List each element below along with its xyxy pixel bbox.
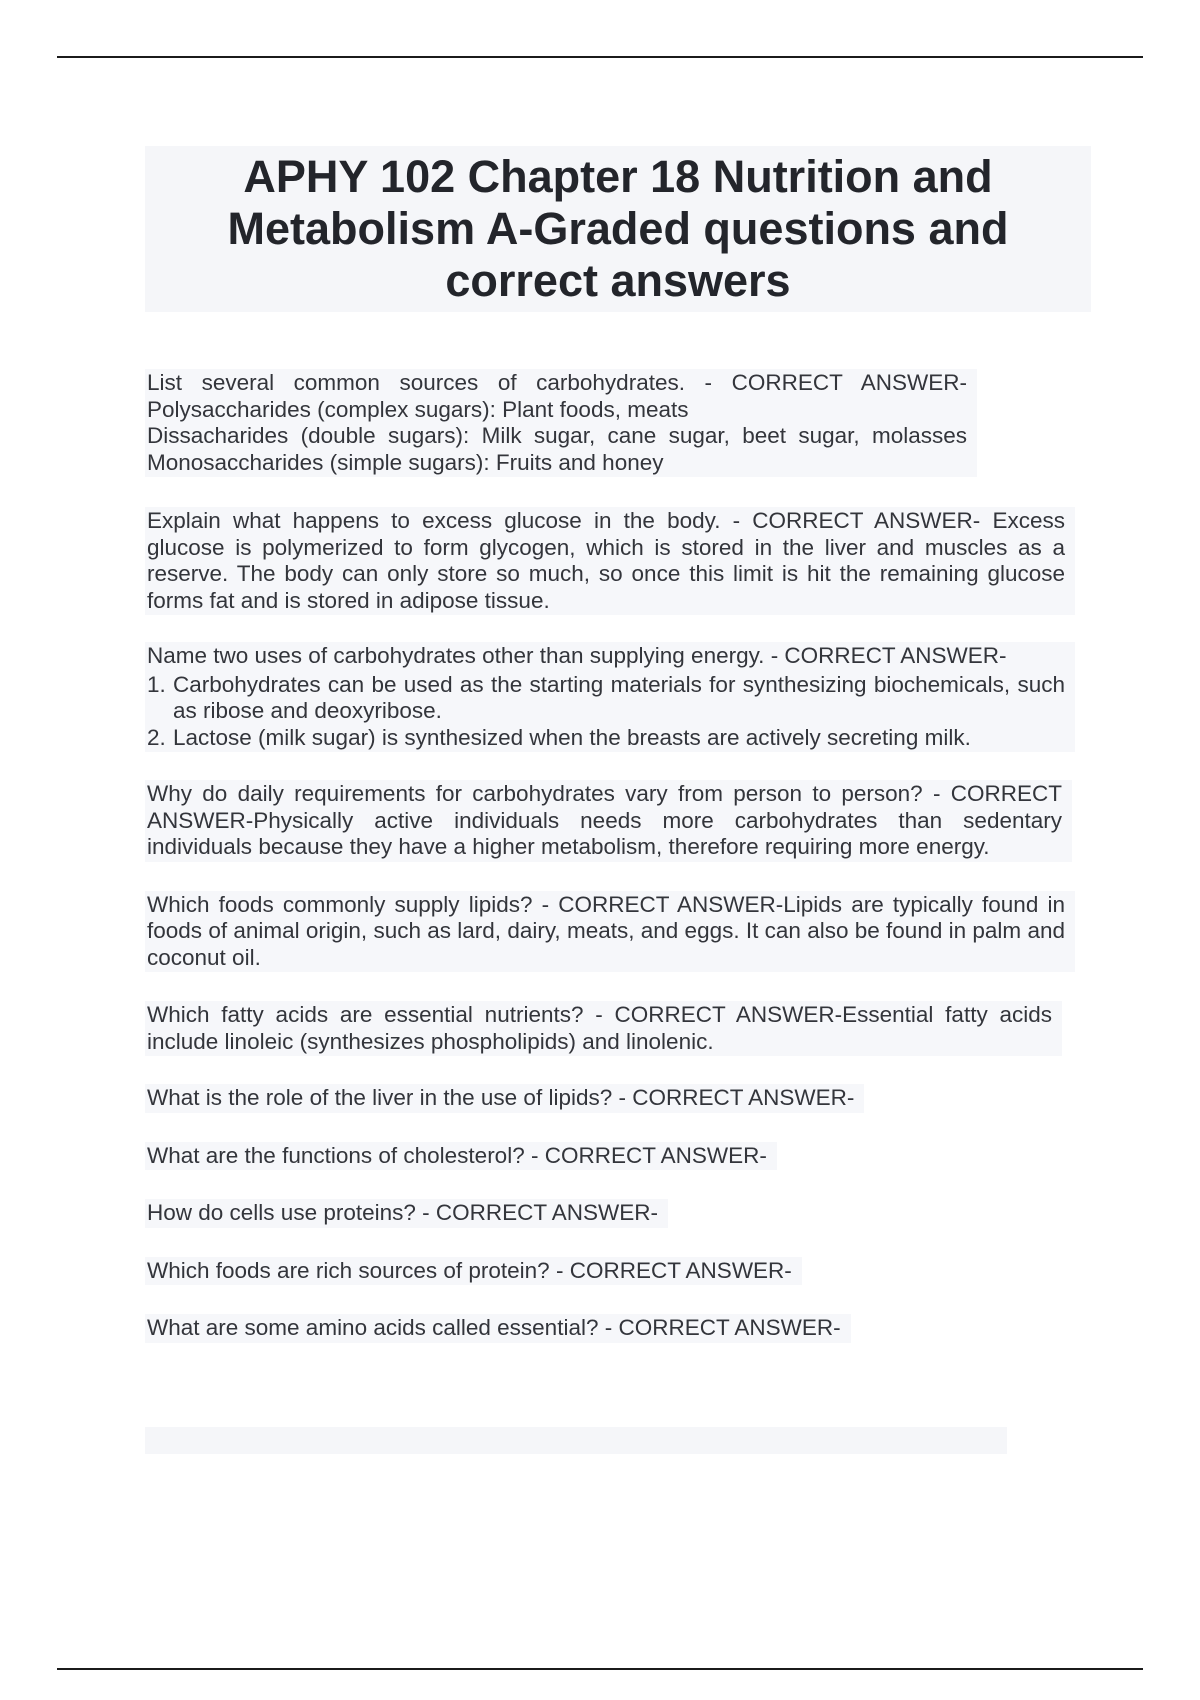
answer-text: Excess glucose is polymerized to form glycogen, which is stored in the liver and muscles as a reserve. The body can only store so much, so once this limit is hit the remaining glucose forms fat and is stored in adipose tissue. bbox=[147, 508, 1065, 613]
qa-item bbox=[145, 1084, 864, 1113]
answer-separator: - CORRECT ANSWER- bbox=[549, 1257, 792, 1283]
answer-separator: - CORRECT ANSWER- bbox=[684, 370, 967, 395]
qa-row bbox=[145, 1257, 1075, 1315]
question-text: Why do daily requirements for carbohydrates vary from person to person? bbox=[147, 781, 923, 806]
qa-row bbox=[145, 1314, 1075, 1343]
list-item-text: Carbohydrates can be used as the starting materials for synthesizing biochemicals, such as ribose and deoxyribose. bbox=[173, 671, 1065, 723]
top-rule bbox=[57, 56, 1143, 58]
title-banner bbox=[145, 146, 1091, 312]
question-text: What is the role of the liver in the use of lipids? bbox=[147, 1085, 613, 1110]
question-text: What are the functions of cholesterol? bbox=[147, 1142, 525, 1168]
answer-separator: - CORRECT ANSWER- bbox=[524, 1142, 767, 1168]
answer-separator: - CORRECT ANSWER- bbox=[720, 508, 981, 533]
answer-text: Lipids are typically found in foods of animal origin, such as lard, dairy, meats, and eggs. It can also be found in palm and coconut oil. bbox=[147, 891, 1065, 970]
question-text: Name two uses of carbohydrates other than supplying energy. bbox=[147, 643, 765, 668]
question-text: What are some amino acids called essential? bbox=[147, 1315, 599, 1340]
document-title: APHY 102 Chapter 18 Nutrition and Metabolism A-Graded questions and correct answers bbox=[227, 151, 1009, 306]
empty-text-block bbox=[145, 1427, 1007, 1454]
qa-item bbox=[145, 507, 1075, 615]
qa-text bbox=[147, 1002, 1052, 1055]
bottom-rule bbox=[57, 1668, 1143, 1670]
answer-separator: - CORRECT ANSWER- bbox=[532, 891, 784, 917]
qa-item bbox=[145, 369, 977, 477]
list-item-text: Lactose (milk sugar) is synthesized when the breasts are actively secreting milk. bbox=[173, 724, 971, 750]
qa-row bbox=[145, 1084, 1075, 1142]
qa-item bbox=[145, 891, 1075, 973]
qa-text bbox=[147, 643, 1065, 670]
qa-list bbox=[145, 369, 1075, 1343]
answer-text: Physically active individuals needs more carbohydrates than sedentary individuals because they have a higher metabolism, therefore requiring more energy. bbox=[147, 807, 1062, 859]
answer-separator: - CORRECT ANSWER- bbox=[598, 1315, 841, 1340]
list-number: 1. bbox=[147, 671, 166, 697]
answer-separator: - CORRECT ANSWER- bbox=[612, 1085, 855, 1110]
qa-item bbox=[145, 642, 1075, 752]
qa-text bbox=[147, 370, 967, 476]
qa-row bbox=[145, 1142, 1075, 1200]
qa-text bbox=[147, 508, 1065, 614]
question-text: List several common sources of carbohydrates. bbox=[147, 370, 685, 395]
answer-list bbox=[147, 672, 1065, 752]
question-text: Explain what happens to excess glucose in the body. bbox=[147, 508, 721, 533]
list-item bbox=[147, 725, 1065, 752]
answer-text: Dissacharides (double sugars): Milk sugar, cane sugar, beet sugar, molasses Monosaccharides (simple sugars): Fruits and honey bbox=[147, 423, 967, 475]
answer-separator: - CORRECT ANSWER- bbox=[764, 643, 1007, 668]
question-text: How do cells use proteins? bbox=[147, 1200, 416, 1225]
question-text: Which foods are rich sources of protein? bbox=[147, 1257, 550, 1283]
qa-text bbox=[147, 892, 1065, 972]
answer-text: Polysaccharides (complex sugars): Plant foods, meats bbox=[147, 396, 689, 422]
question-text: Which foods commonly supply lipids? bbox=[147, 891, 533, 917]
qa-item bbox=[145, 1142, 777, 1171]
qa-item bbox=[145, 780, 1072, 862]
list-item bbox=[147, 672, 1065, 725]
qa-item bbox=[145, 1199, 668, 1228]
qa-item bbox=[145, 1257, 802, 1286]
qa-row bbox=[145, 1199, 1075, 1257]
qa-item bbox=[145, 1001, 1062, 1056]
answer-separator: - CORRECT ANSWER- bbox=[583, 1002, 843, 1027]
qa-item bbox=[145, 1314, 851, 1343]
question-text: Which fatty acids are essential nutrients? bbox=[147, 1002, 584, 1027]
answer-text: Essential fatty acids include linoleic (synthesizes phospholipids) and linolenic. bbox=[147, 1002, 1052, 1054]
list-number: 2. bbox=[147, 724, 166, 750]
qa-text bbox=[147, 781, 1062, 861]
answer-separator: - CORRECT ANSWER- bbox=[415, 1200, 658, 1225]
answer-separator: - CORRECT ANSWER- bbox=[147, 781, 1062, 833]
